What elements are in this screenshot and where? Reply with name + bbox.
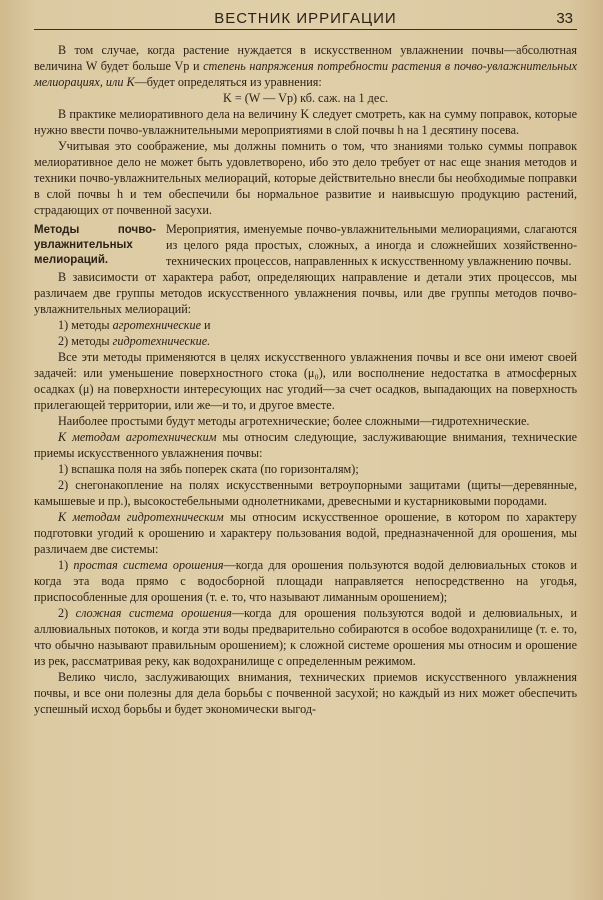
paragraph-1 <box>34 42 577 90</box>
list-item-2-emphasis: гидротехнические. <box>112 334 211 348</box>
paragraph-12 <box>34 557 577 605</box>
paragraph-9: 1) вспашка поля на зябь поперек ската (по горизонталям); <box>58 462 359 476</box>
page-header <box>34 10 577 30</box>
paragraph-12-emphasis: простая система орошения <box>73 558 224 572</box>
paragraph-13-emphasis: сложная система орошения <box>75 606 232 620</box>
list-item-1 <box>34 317 577 333</box>
paragraph-4: Мероприятия, именуемые почво-увлажнительными мелиорациями, слагаются из целого ряда простых, сложных, а иногда и сложнейших хозяйственно-технических процессов, направленных к искусственному увлажнению почвы. <box>166 222 577 268</box>
paragraph-13 <box>34 605 577 669</box>
paragraph-12-text: —когда для орошения пользуются водой делювиальных стоков и когда эта вода прямо с водосборной площади направляется непосредственно на угодья, приспособленные для орошения (т. е. то, что называют лиманным орошением); <box>34 558 577 604</box>
side-heading: Методы почво-увлажнительных мелиораций. <box>34 224 156 266</box>
list-item-1-number: 1) методы <box>58 318 110 332</box>
list-item-1-tail: и <box>204 318 211 332</box>
paragraph-10: 2) снегонакопление на полях искусственными ветроупорными защитами (щиты—деревянные, камышевые и пр.), высокостебельными однолетниками, древесными и кустарниковыми породами. <box>34 478 577 508</box>
paragraph-11-text: мы относим искусственное орошение, в котором по характеру подготовки угодий к орошению и характеру пользования водой, предназначенной для орошения, мы различаем две системы: <box>34 510 577 556</box>
paragraph-11 <box>34 509 577 557</box>
paragraph-1-tail: —будет определяться из уравнения: <box>134 75 322 89</box>
list-item-2-number: 2) методы <box>58 334 110 348</box>
paragraph-13-number: 2) <box>58 606 69 620</box>
paragraph-2: В практике мелиоративного дела на величину K следует смотреть, как на сумму поправок, которые нужно ввести почво-увлажнительными мероприятиями в слой почвы h на 1 десятину посева. <box>34 107 577 137</box>
paragraph-8-text: мы относим следующие, заслуживающие внимания, технические приемы искусственного увлажнения почвы: <box>34 430 578 460</box>
list-item-2 <box>34 333 577 349</box>
paragraph-11-emphasis: К методам гидротехническим <box>58 510 224 524</box>
paragraph-14: Велико число, заслуживающих внимания, технических приемов искусственного увлажнения почвы, и все они полезны для дела борьбы с почвенной засухой; но каждый из них может обеспечить успешный исход борьбы и будет экономически выгод- <box>34 670 577 716</box>
list-item-1-emphasis: агротехнические <box>112 318 201 332</box>
page-number: 33 <box>556 10 573 27</box>
paragraph-1-text: В том случае, когда растение нуждается в искусственном увлажнении почвы—абсолютная величина W будет больше Vp и <box>34 43 577 73</box>
journal-title: ВЕСТНИК ИРРИГАЦИИ <box>214 10 397 27</box>
paragraph-7: Наиболее простыми будут методы агротехнические; более сложными—гидротехнические. <box>58 414 530 428</box>
paragraph-13-text: —когда для орошения пользуются водой и делювиальных, и аллювиальных потоков, и когда эти воды предварительно собираются в особое водохранилище (т. е. то, что обычно называют правильным орошением); к сложной системе орошения мы относим и орошение из рек, рассматривая реку, как водохранилище с определенным режимом. <box>34 606 577 668</box>
paragraph-3: Учитывая это соображение, мы должны помнить о том, что знаниями только суммы поправок мелиоративное дело не может быть удовлетворено, ибо это дело требует от нас еще знания методов и техники почво-увлажнительных мелиораций, которые действительно внесли бы необходимые поправки в слой почвы h и тем обеспечили бы нормальное развитие и наивысшую продукцию растений, страдающих от почвенной засухи. <box>34 139 577 217</box>
paragraph-8-emphasis: К методам агротехническим <box>58 430 217 444</box>
paragraph-8 <box>34 429 577 461</box>
paragraph-1-emphasis: степень напряжения потребности растения в почво-увлажнительных мелиорациях, или K <box>34 59 577 89</box>
paragraph-12-number: 1) <box>58 558 69 572</box>
paragraph-6: Все эти методы применяются в целях искусственного увлажнения почвы и все они имеют своей задачей: или уменьшение поверхностного стока (μ₀), или восполнение недостатка в атмосферных осадках (μ) на поверхности интересующих нас угодий—за счет осадков, выпадающих на поверхность прилегающей территории, или же—и то, и другое вместе. <box>34 350 577 412</box>
paragraph-5: В зависимости от характера работ, определяющих направление и детали этих процессов, мы различаем две группы методов искусственного увлажнения почвы, или две группы методов почво-увлажнительных мелиораций: <box>34 270 577 316</box>
formula: K = (W — Vp) кб. саж. на 1 дес. <box>222 91 389 105</box>
article-body <box>34 42 577 717</box>
section-methods <box>34 221 577 269</box>
